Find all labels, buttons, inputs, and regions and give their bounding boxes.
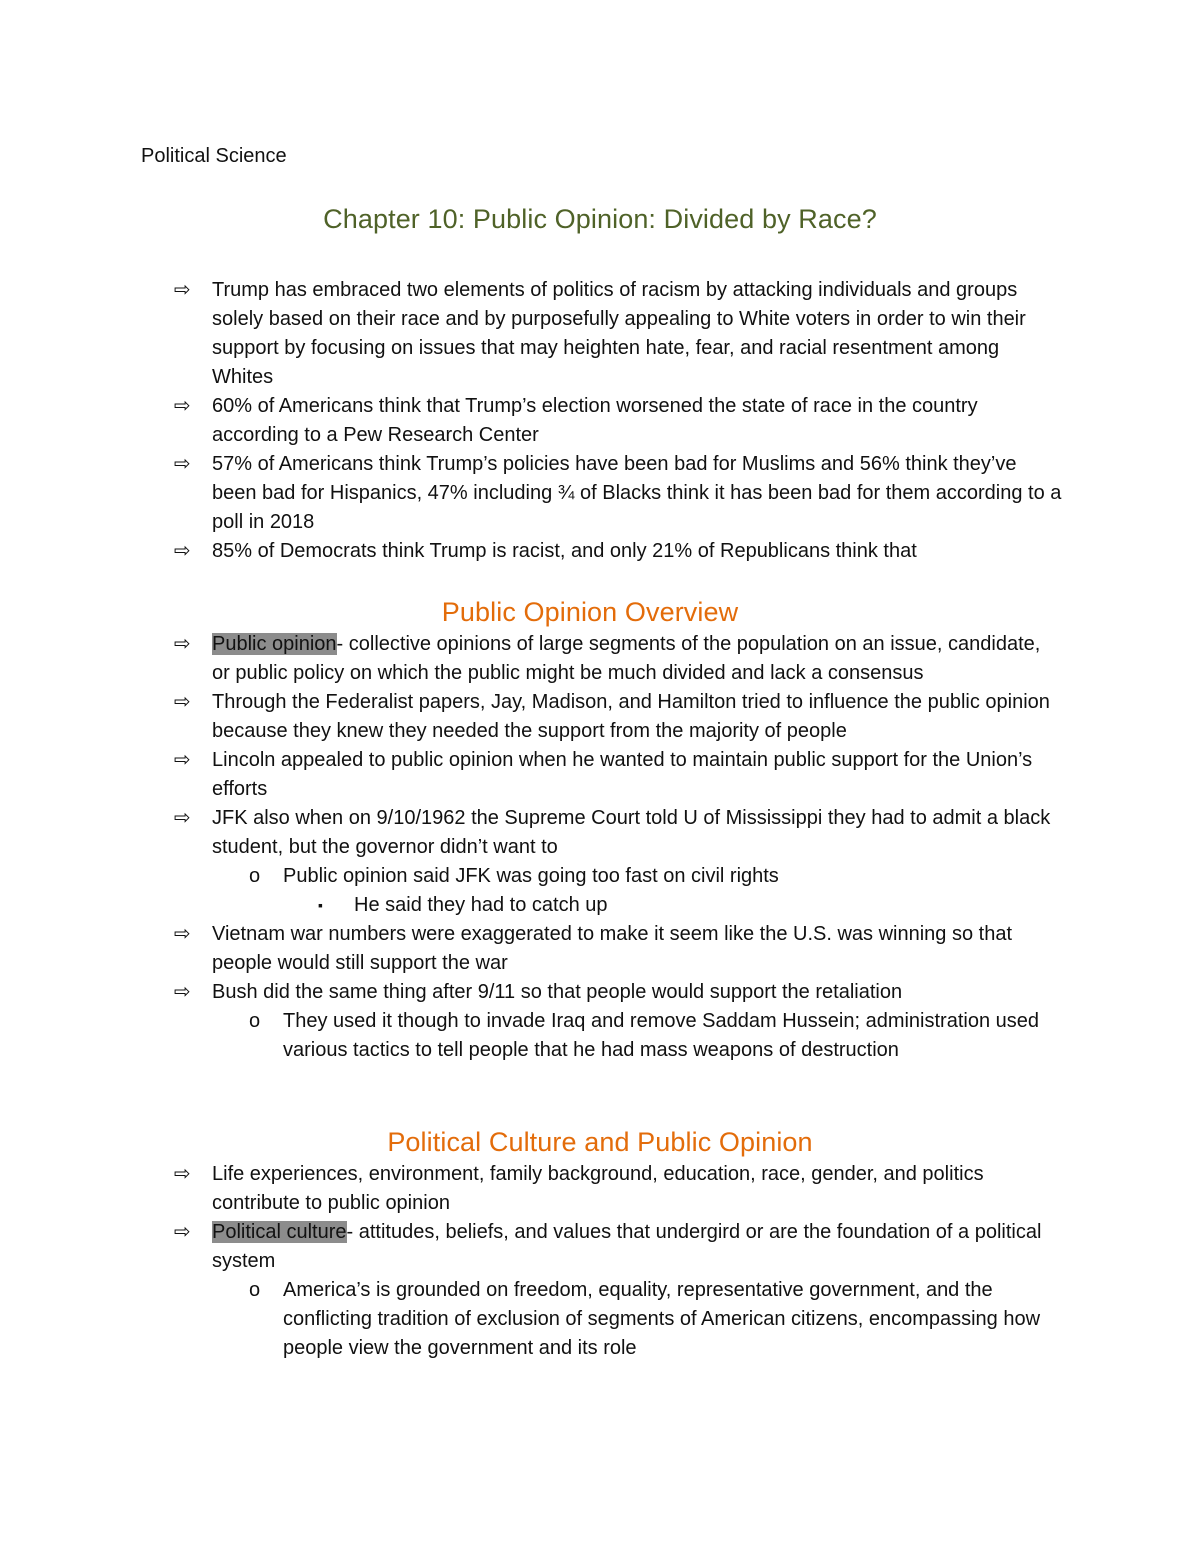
list-item-text: They used it though to invade Iraq and remove Saddam Hussein; administration used various tactics to tell people that he had mass weapons of destruction [283,1010,1039,1061]
square-bullet-icon: ▪ [318,897,323,913]
list-item-text: Life experiences, environment, family background, education, race, gender, and politics contribute to public opinion [212,1163,984,1214]
arrow-bullet-icon: ⇨ [174,691,191,713]
term-definition: - attitudes, beliefs, and values that undergird or are the foundation of a political system [212,1221,1042,1272]
list-item [0,978,1062,1007]
list-item [0,746,1062,804]
culture-heading: Political Culture and Public Opinion [387,1127,813,1157]
list-item-text: 60% of Americans think that Trump’s election worsened the state of race in the country according to a Pew Research Center [212,395,978,446]
list-item [0,630,1062,688]
sub-sub-list-item [0,891,1054,920]
course-title: Political Science [141,145,287,167]
arrow-bullet-icon: ⇨ [174,1163,191,1185]
highlighted-term: Public opinion [212,633,337,655]
arrow-bullet-icon: ⇨ [174,807,191,829]
list-item [0,392,1062,450]
highlighted-term: Political culture [212,1221,347,1243]
list-item [0,920,1062,978]
list-item-text: America’s is grounded on freedom, equality, representative government, and the conflicting tradition of exclusion of segments of American citizens, encompassing how people view the government and its role [283,1279,1041,1359]
arrow-bullet-icon: ⇨ [174,395,191,417]
list-item [0,537,1062,566]
list-item [0,450,1062,537]
list-item [0,688,1062,746]
sub-list-item [0,1276,1063,1363]
overview-bullet-list [0,630,1200,1065]
list-item [0,276,1062,392]
culture-bullet-list [0,1160,1200,1363]
list-item-text: Bush did the same thing after 9/11 so that people would support the retaliation [212,981,903,1003]
arrow-bullet-icon: ⇨ [174,923,191,945]
circle-bullet-icon: o [249,1279,261,1301]
list-item [0,1218,1062,1276]
list-item-text: 57% of Americans think Trump’s policies have been bad for Muslims and 56% think they’ve been bad for Hispanics, 47% including ¾ of Blacks think it has been bad for them according to a poll in 2018 [212,453,1062,533]
list-item-text: He said they had to catch up [354,894,608,916]
term-definition: - collective opinions of large segments of the population on an issue, candidate, or public policy on which the public might be much divided and lack a consensus [212,633,1041,684]
arrow-bullet-icon: ⇨ [174,633,191,655]
list-item-text: 85% of Democrats think Trump is racist, and only 21% of Republicans think that [212,540,917,562]
arrow-bullet-icon: ⇨ [174,279,191,301]
chapter-bullet-list [0,276,1200,566]
sub-list-item [0,862,1063,891]
overview-heading: Public Opinion Overview [441,597,739,627]
chapter-heading: Chapter 10: Public Opinion: Divided by Race? [323,204,877,234]
sub-list-item [0,1007,1063,1065]
list-item-text: Through the Federalist papers, Jay, Madison, and Hamilton tried to influence the public opinion because they knew they needed the support from the majority of people [212,691,1050,742]
circle-bullet-icon: o [249,1010,261,1032]
circle-bullet-icon: o [249,865,261,887]
list-item-text: Lincoln appealed to public opinion when he wanted to maintain public support for the Union’s efforts [212,749,1033,800]
list-item-text: JFK also when on 9/10/1962 the Supreme Court told U of Mississippi they had to admit a black student, but the governor didn’t want to [212,807,1051,858]
list-item [0,1160,1062,1218]
list-item-text: Vietnam war numbers were exaggerated to make it seem like the U.S. was winning so that people would still support the war [212,923,1013,974]
arrow-bullet-icon: ⇨ [174,453,191,475]
arrow-bullet-icon: ⇨ [174,540,191,562]
arrow-bullet-icon: ⇨ [174,981,191,1003]
list-item [0,804,1062,862]
list-item-text: Trump has embraced two elements of politics of racism by attacking individuals and groups solely based on their race and by purposefully appealing to White voters in order to win their support by focusing on issues that may heighten hate, fear, and racial resentment among Whites [212,279,1026,388]
list-item-text: Public opinion said JFK was going too fast on civil rights [283,865,779,887]
arrow-bullet-icon: ⇨ [174,1221,191,1243]
arrow-bullet-icon: ⇨ [174,749,191,771]
